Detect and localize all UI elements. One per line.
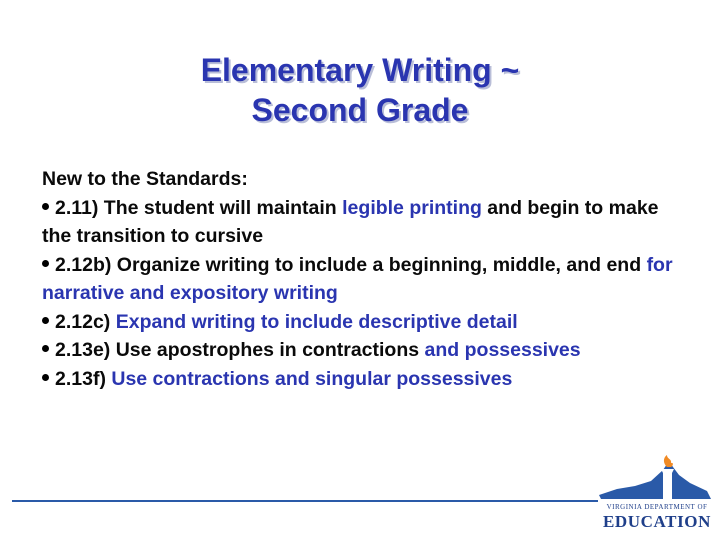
- bullet-icon: [42, 260, 49, 267]
- item-highlight: legible printing: [342, 196, 482, 219]
- item-text: 2.12b) Organize writing to include a beginning, middle, and end: [55, 253, 647, 276]
- item-highlight: Expand writing to include descriptive detail: [115, 310, 518, 333]
- bullet-icon: [42, 203, 49, 210]
- standards-list: [42, 165, 682, 393]
- item-text: and begin to make the transition to cursive: [42, 196, 659, 247]
- item-text: 2.13e) Use apostrophes in contractions: [55, 339, 425, 361]
- slide-title-line-1: Elementary Writing ~: [200, 52, 520, 88]
- slide-title-line-2: Second Grade: [251, 92, 469, 128]
- item-text: 2.11) The student will maintain: [55, 196, 343, 219]
- intro-text: New to the Standards:: [42, 168, 248, 190]
- list-item: [42, 308, 682, 337]
- list-item: [42, 251, 682, 308]
- bullet-icon: [42, 317, 49, 324]
- bullet-icon: [42, 345, 49, 352]
- slide-title: [0, 50, 720, 130]
- bullet-icon: [42, 374, 49, 381]
- item-highlight: Use contractions and singular possessives: [111, 367, 513, 390]
- logo-wordmark: EDUCATION: [602, 512, 712, 531]
- list-item: [42, 365, 682, 394]
- flame-icon: [664, 455, 673, 467]
- list-item: [42, 336, 682, 365]
- virginia-map-icon: [599, 461, 711, 499]
- item-highlight: and possessives: [424, 339, 581, 361]
- item-text: 2.13f): [55, 367, 112, 390]
- item-highlight: for narrative and expository writing: [42, 253, 673, 304]
- logo-subtitle: VIRGINIA DEPARTMENT OF: [606, 503, 708, 511]
- footer-divider: [12, 500, 598, 502]
- list-item: [42, 194, 682, 251]
- item-text: 2.12c): [55, 310, 116, 333]
